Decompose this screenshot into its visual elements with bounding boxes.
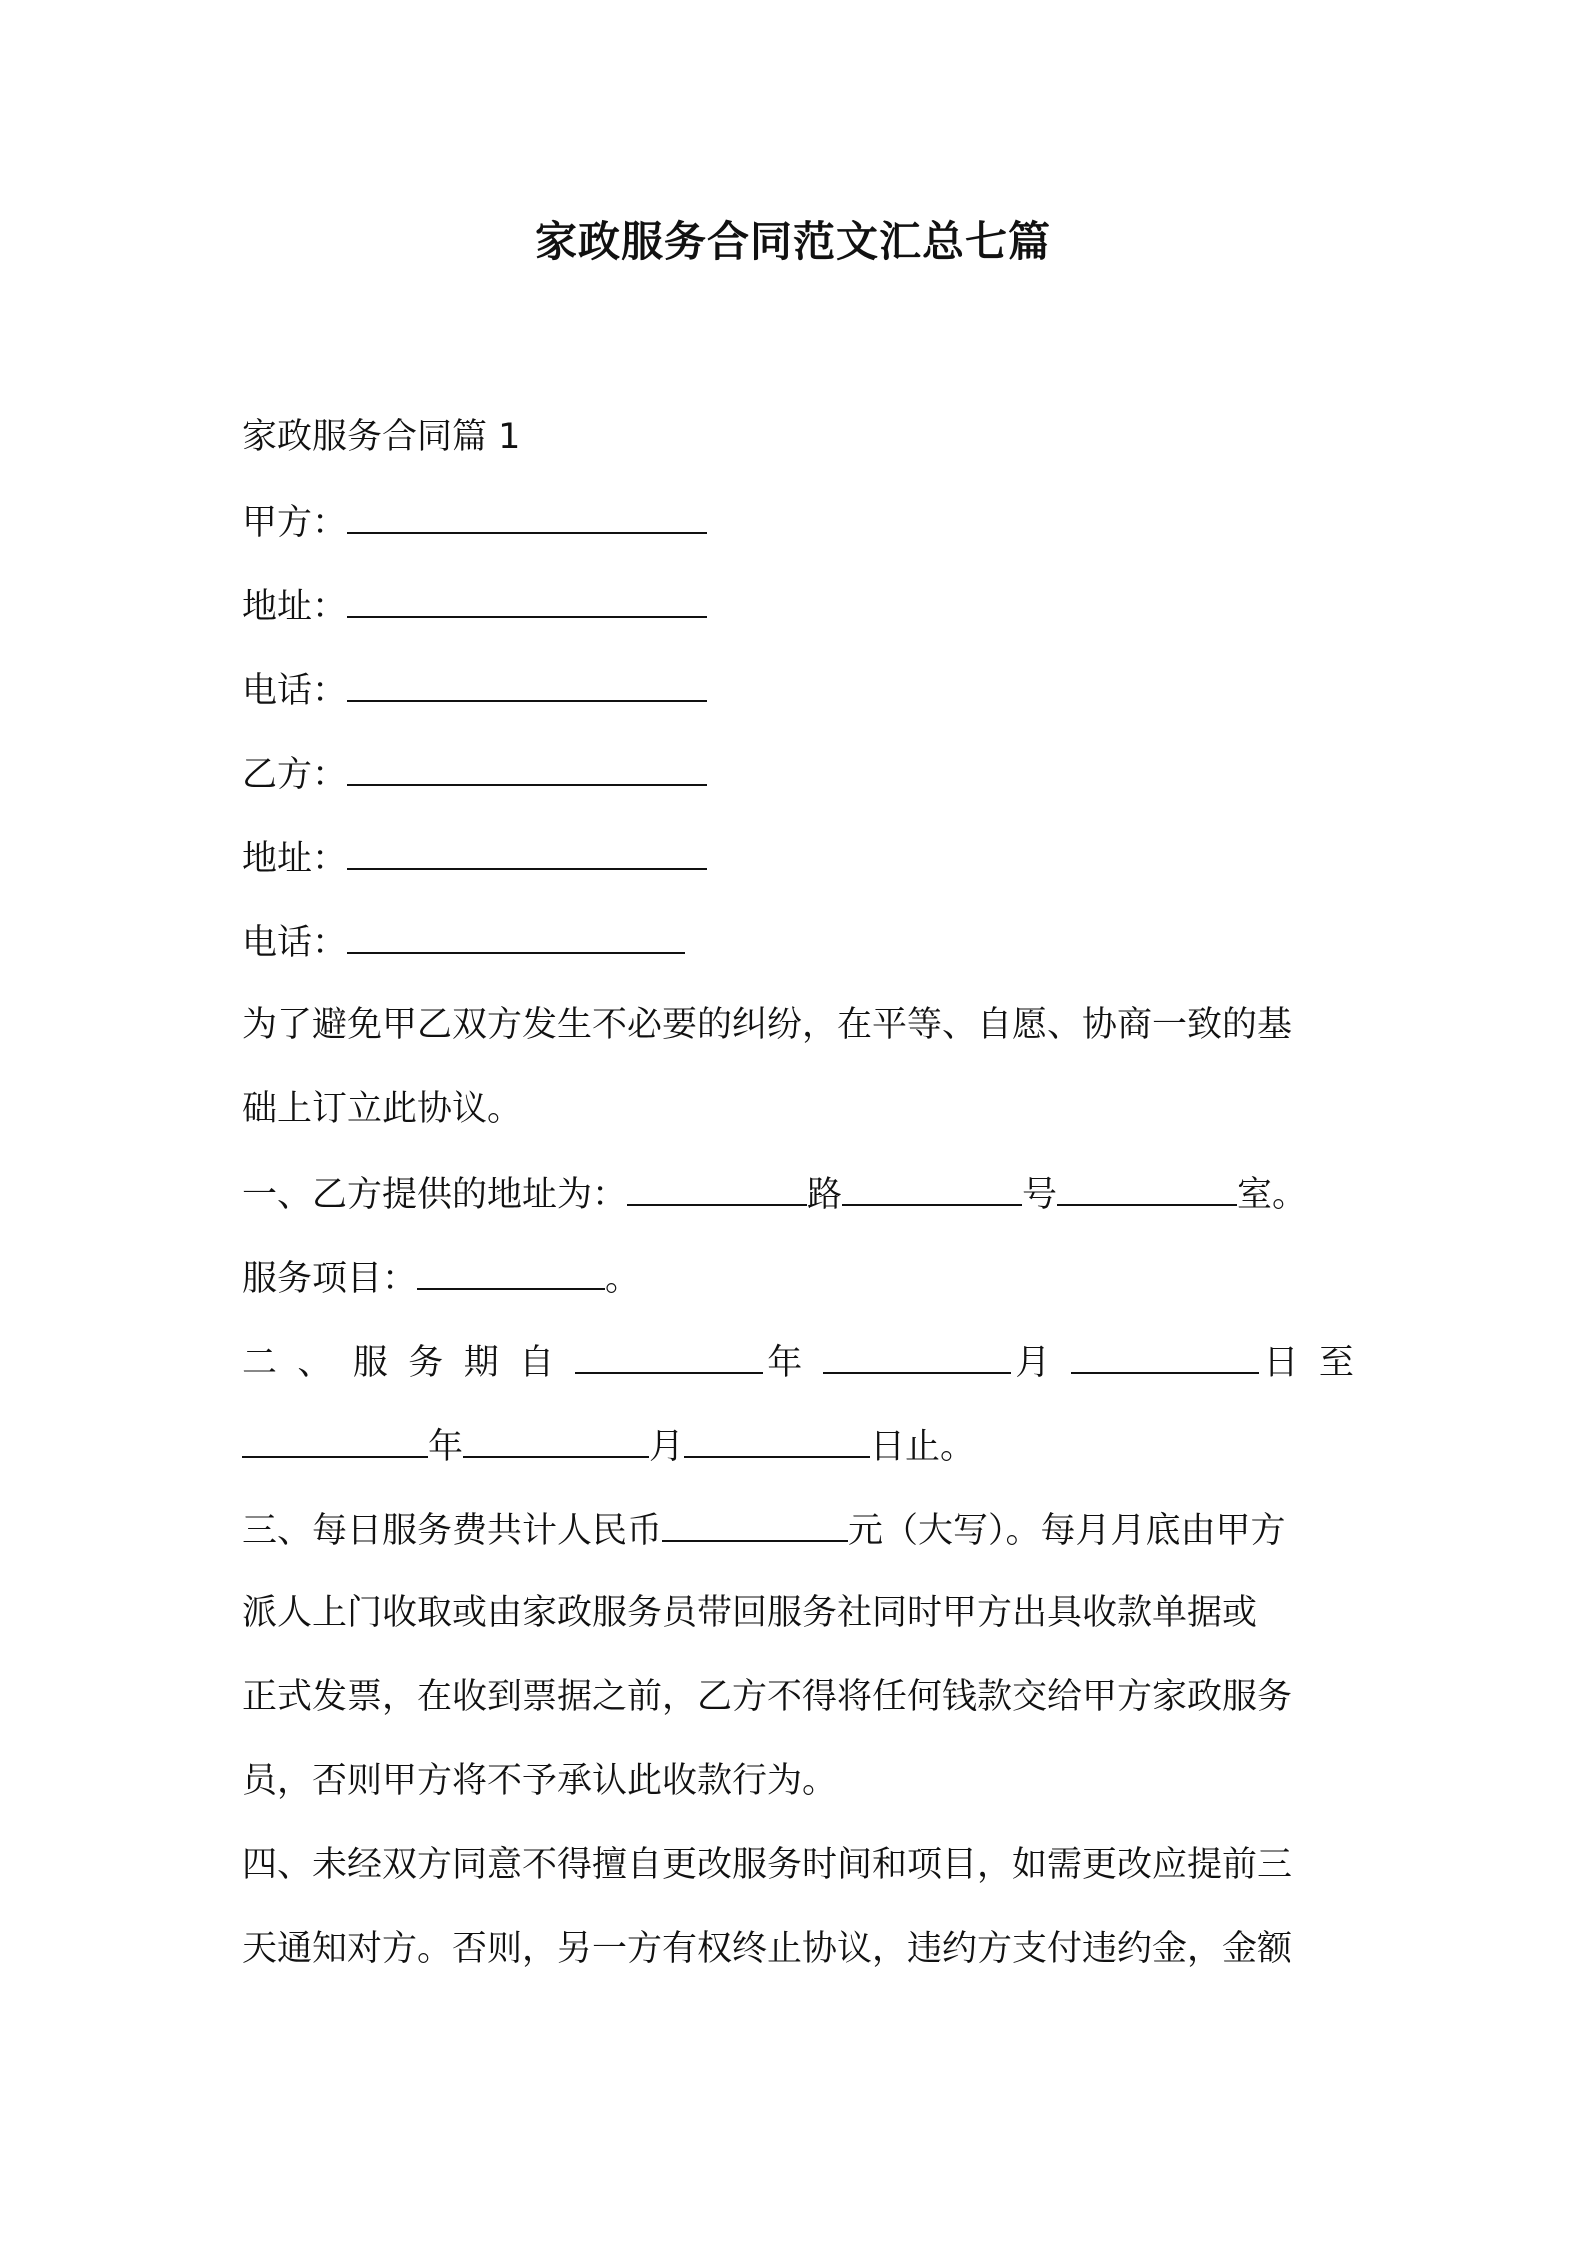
clause-3-line-3: 正式发票，在收到票据之前，乙方不得将任何钱款交给甲方家政服务 xyxy=(242,1677,1293,1717)
end-month-blank xyxy=(463,1420,649,1458)
end-month-label: 月 xyxy=(649,1427,685,1467)
party-b-address-blank xyxy=(347,832,707,870)
intro-line-2: 础上订立此协议。 xyxy=(242,1089,523,1129)
clause-2-prefix: 二 、 服 务 期 自 xyxy=(242,1343,559,1383)
end-year-blank xyxy=(242,1420,428,1458)
start-year-blank xyxy=(575,1336,763,1374)
section-heading: 家政服务合同篇 1 xyxy=(242,417,521,457)
start-month-blank xyxy=(823,1336,1011,1374)
party-a-blank xyxy=(347,496,707,534)
party-b-phone-blank xyxy=(347,916,685,954)
clause-2-line-1 xyxy=(242,1336,1354,1388)
end-day-label: 日止。 xyxy=(870,1427,976,1467)
party-b-address-row xyxy=(242,832,1354,884)
clause-3-line-1 xyxy=(242,1504,1354,1556)
party-a-phone-row xyxy=(242,664,1354,716)
road-blank xyxy=(627,1168,807,1206)
party-a-row xyxy=(242,496,1354,548)
clause-3-line-2: 派人上门收取或由家政服务员带回服务社同时甲方出具收款单据或 xyxy=(242,1593,1258,1633)
room-blank xyxy=(1057,1168,1237,1206)
party-b-address-label: 地址： xyxy=(242,839,348,879)
party-b-blank xyxy=(347,748,707,786)
party-a-address-blank xyxy=(347,580,707,618)
room-label: 室。 xyxy=(1237,1175,1308,1215)
party-a-address-label: 地址： xyxy=(242,587,348,627)
clause-4-line-2: 天通知对方。否则，另一方有权终止协议，违约方支付违约金，金额 xyxy=(242,1929,1293,1969)
start-month-label: 月 xyxy=(1010,1343,1056,1383)
service-items-blank xyxy=(417,1252,605,1290)
end-day-blank xyxy=(684,1420,870,1458)
clause-1 xyxy=(242,1168,1354,1220)
party-a-phone-blank xyxy=(347,664,707,702)
road-label: 路 xyxy=(807,1175,843,1215)
start-day-blank xyxy=(1071,1336,1259,1374)
party-b-label: 乙方： xyxy=(242,755,348,795)
clause-3-suffix: 元（大写）。每月月底由甲方 xyxy=(848,1511,1286,1551)
service-items-suffix: 。 xyxy=(605,1259,641,1299)
fee-blank xyxy=(662,1504,848,1542)
start-day-to-label: 日 至 xyxy=(1258,1343,1354,1383)
clause-3-line-4: 员，否则甲方将不予承认此收款行为。 xyxy=(242,1761,838,1801)
service-items-label: 服务项目： xyxy=(242,1259,418,1299)
party-b-row xyxy=(242,748,1354,800)
party-b-phone-row xyxy=(242,916,1354,968)
clause-2-line-2 xyxy=(242,1420,1354,1472)
party-a-phone-label: 电话： xyxy=(242,671,348,711)
party-a-label: 甲方： xyxy=(242,503,348,543)
clause-4-line-1: 四、未经双方同意不得擅自更改服务时间和项目，如需更改应提前三 xyxy=(242,1845,1293,1885)
end-year-label: 年 xyxy=(428,1427,464,1467)
document-title: 家政服务合同范文汇总七篇 xyxy=(534,217,1051,266)
start-year-label: 年 xyxy=(762,1343,807,1383)
clause-1-prefix: 一、乙方提供的地址为： xyxy=(242,1175,628,1215)
party-b-phone-label: 电话： xyxy=(242,923,348,963)
intro-line-1: 为了避免甲乙双方发生不必要的纠纷，在平等、自愿、协商一致的基 xyxy=(242,1005,1293,1045)
service-items-row xyxy=(242,1252,1354,1304)
number-label: 号 xyxy=(1022,1175,1058,1215)
clause-3-prefix: 三、每日服务费共计人民币 xyxy=(242,1511,663,1551)
party-a-address-row xyxy=(242,580,1354,632)
number-blank xyxy=(842,1168,1022,1206)
